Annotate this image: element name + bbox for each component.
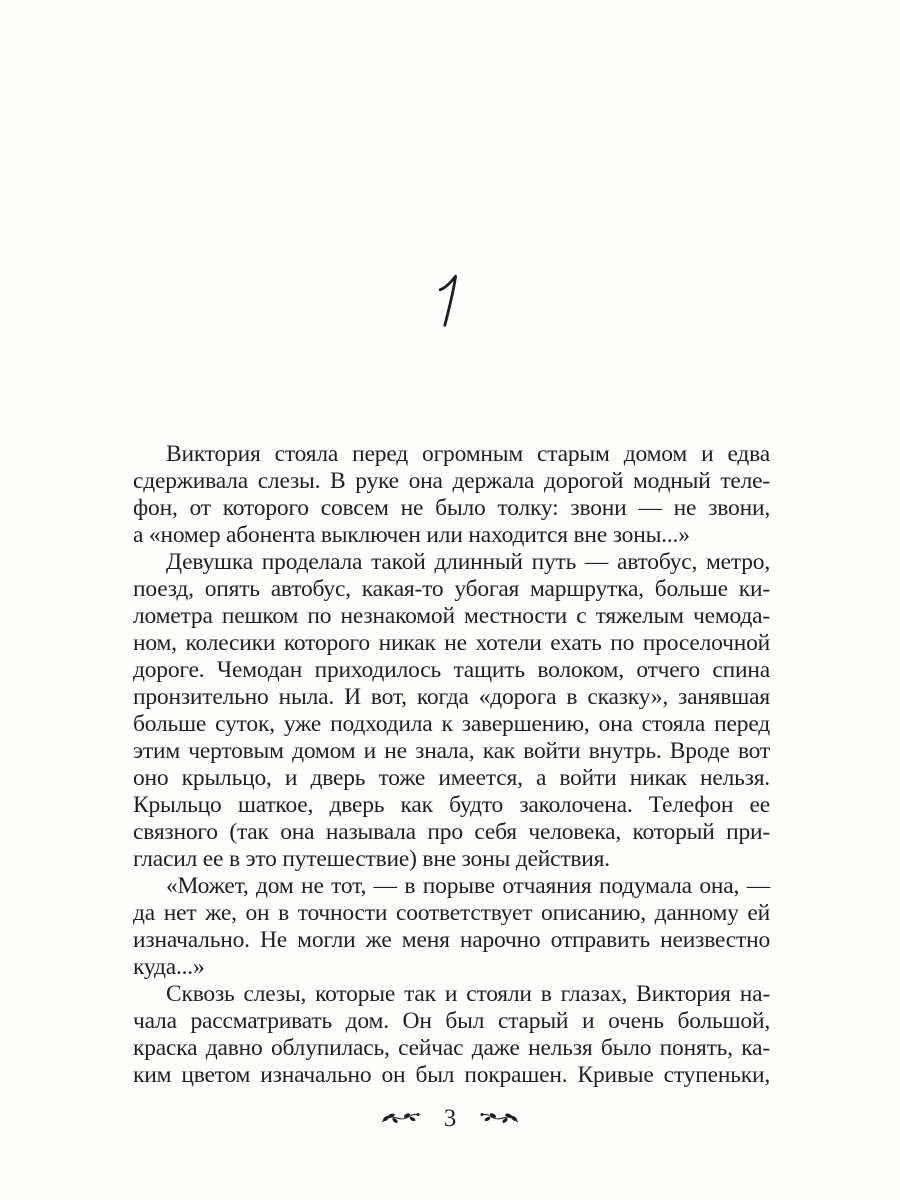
- text-line: да нет же, он в точности соответствует описанию, данному ей: [133, 900, 770, 926]
- text-line: краска давно облупилась, сейчас даже нельзя было понять, ка-: [133, 1035, 770, 1061]
- text-line: дороге. Чемодан приходилось тащить волоком, отчего спина: [133, 657, 770, 683]
- text-line: больше суток, уже подходила к завершению, она стояла перед: [133, 711, 770, 737]
- text-line: сдерживала слезы. В руке она держала дорогой модный теле-: [133, 468, 770, 494]
- text-line: поезд, опять автобус, какая-то убогая маршрутка, больше ки-: [133, 576, 770, 602]
- text-line: куда...»: [133, 954, 205, 980]
- text-line: лометра пешком по незнакомой местности с тяжелым чемода-: [133, 603, 770, 629]
- text-line: Сквозь слезы, которые так и стояли в глазах, Виктория на-: [166, 981, 770, 1007]
- text-line: ким цветом изначально он был покрашен. Кривые ступеньки,: [133, 1062, 770, 1088]
- page-number: 3: [443, 1105, 457, 1132]
- text-block: [133, 441, 770, 1089]
- text-line: гласил ее в это путешествие) вне зоны действия.: [133, 846, 610, 872]
- paragraph: [133, 981, 770, 1089]
- text-line: ном, колесики которого никак не хотели ехать по проселочной: [133, 630, 770, 656]
- text-line: оно крыльцо, и дверь тоже имеется, а войти никак нельзя.: [133, 765, 770, 791]
- text-line: связного (так она называла про себя человека, который при-: [133, 819, 770, 845]
- floral-sprig-mirrored-icon: [480, 1109, 520, 1127]
- paragraph: [133, 441, 770, 549]
- text-line: чала рассматривать дом. Он был старый и очень большой,: [133, 1008, 770, 1034]
- text-line: Девушка проделала такой длинный путь — автобус, метро,: [166, 549, 770, 575]
- page-footer: [0, 1104, 900, 1131]
- paragraph: [133, 873, 770, 981]
- floral-sprig-icon: [380, 1109, 420, 1127]
- text-line: пронзительно ныла. И вот, когда «дорога в сказку», занявшая: [133, 684, 770, 710]
- text-line: а «номер абонента выключен или находится вне зоны...»: [133, 522, 690, 548]
- text-line: Крыльцо шаткое, дверь как будто заколочена. Телефон ее: [133, 792, 770, 818]
- text-line: Виктория стояла перед огромным старым домом и едва: [166, 441, 770, 467]
- chapter-number-glyph: [435, 272, 465, 328]
- text-line: «Может, дом не тот, — в порыве отчаяния подумала она, —: [166, 873, 770, 899]
- paragraph: [133, 549, 770, 873]
- text-line: этим чертовым домом и не знала, как войти внутрь. Вроде вот: [133, 738, 770, 764]
- text-line: фон, от которого совсем не было толку: звони — не звони,: [133, 495, 770, 521]
- text-line: изначально. Не могли же меня нарочно отправить неизвестно: [133, 927, 770, 953]
- chapter-heading: [0, 272, 900, 328]
